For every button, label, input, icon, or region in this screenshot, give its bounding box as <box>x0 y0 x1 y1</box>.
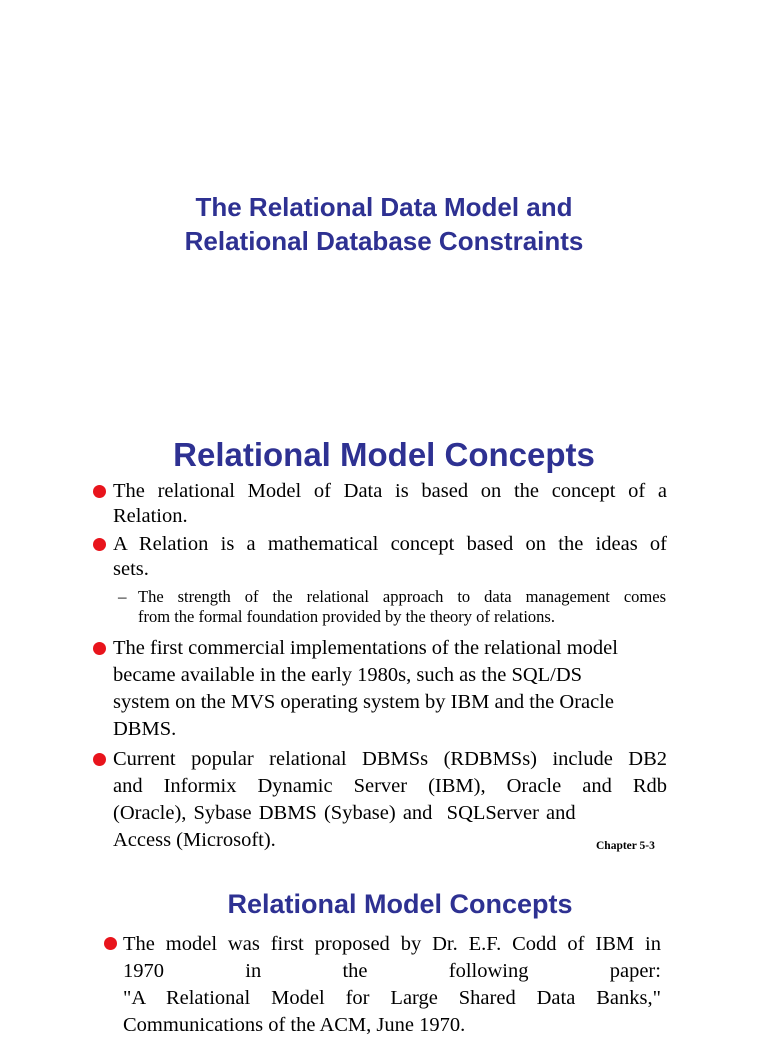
slide3-line-1-text: The model was first proposed by Dr. E.F. Codd of IBM in <box>123 933 661 955</box>
bullet-text-1 <box>113 479 667 529</box>
slide2-heading: Relational Model Concepts <box>173 436 595 473</box>
bullet-1-line-1-text: The relational Model of Data is based on the concept of a <box>113 480 667 502</box>
bullet-4-line-2-text: and Informix Dynamic Server (IBM), Oracle and Rdb <box>113 775 667 797</box>
bullet-dot <box>93 538 106 551</box>
sub-bullet-text <box>138 587 666 627</box>
slide3-word: paper: <box>609 960 661 982</box>
bullet-2-line-2: sets. <box>113 558 149 580</box>
bullet-2-line-1-text: A Relation is a mathematical concept based on the ideas of <box>113 533 667 555</box>
bullet-1-line-1 <box>113 479 667 504</box>
slide3-line-1 <box>123 931 661 958</box>
slide3-word: following <box>448 960 529 982</box>
bullet-text-3 <box>113 635 667 743</box>
sub-bullet-line-2: from the formal foundation provided by the theory of relations. <box>138 607 555 626</box>
sub-bullet-dash: – <box>118 587 127 606</box>
sub-bullet-line-1: The strength of the relational approach to data management comes <box>138 587 666 606</box>
bullet-1-line-2: Relation. <box>113 505 188 527</box>
bullet-text-4 <box>113 746 667 854</box>
bullet-4-line-3-text: (Oracle), Sybase DBMS (Sybase) and SQLServer and <box>113 802 576 824</box>
slide3-word: the <box>342 960 368 982</box>
bullet-4-line-1 <box>113 746 667 773</box>
bullet-3-line-4: DBMS. <box>113 718 177 740</box>
bullet-3-line-3: system on the MVS operating system by IBM and the Oracle <box>113 691 615 713</box>
bullet-2-line-1 <box>113 532 667 557</box>
bullet-4-line-1-text: Current popular relational DBMSs (RDBMSs) include DB2 <box>113 748 667 770</box>
bullet-dot <box>104 937 117 950</box>
bullet-3-line-1: The first commercial implementations of the relational model <box>113 637 618 659</box>
slide1-title-line1: The Relational Data Model and <box>195 192 573 222</box>
bullet-dot <box>93 485 106 498</box>
slide3-word: in <box>245 960 262 982</box>
chapter-footer: Chapter 5-3 <box>596 840 655 852</box>
bullet-dot <box>93 642 106 655</box>
bullet-4-line-4: Access (Microsoft). <box>113 829 276 851</box>
slide3-line-3 <box>123 985 661 1012</box>
slide1-title-line2: Relational Database Constraints <box>184 226 584 256</box>
slide3-bullet-text <box>123 931 661 1039</box>
bullet-dot <box>93 753 106 766</box>
slide3-heading: Relational Model Concepts <box>227 889 573 919</box>
bullet-text-2 <box>113 532 667 582</box>
bullet-3-line-2: became available in the early 1980s, such as the SQL/DS <box>113 664 583 686</box>
slide3-line-4: Communications of the ACM, June 1970. <box>123 1014 466 1036</box>
bullet-4-line-2 <box>113 773 667 800</box>
slide3-line-2 <box>123 958 661 985</box>
bullet-4-line-3 <box>113 800 667 827</box>
slide3-word: 1970 <box>123 960 164 982</box>
slide1-title <box>0 190 768 258</box>
slide3-line-3-text: "A Relational Model for Large Shared Data Banks," <box>123 987 661 1009</box>
